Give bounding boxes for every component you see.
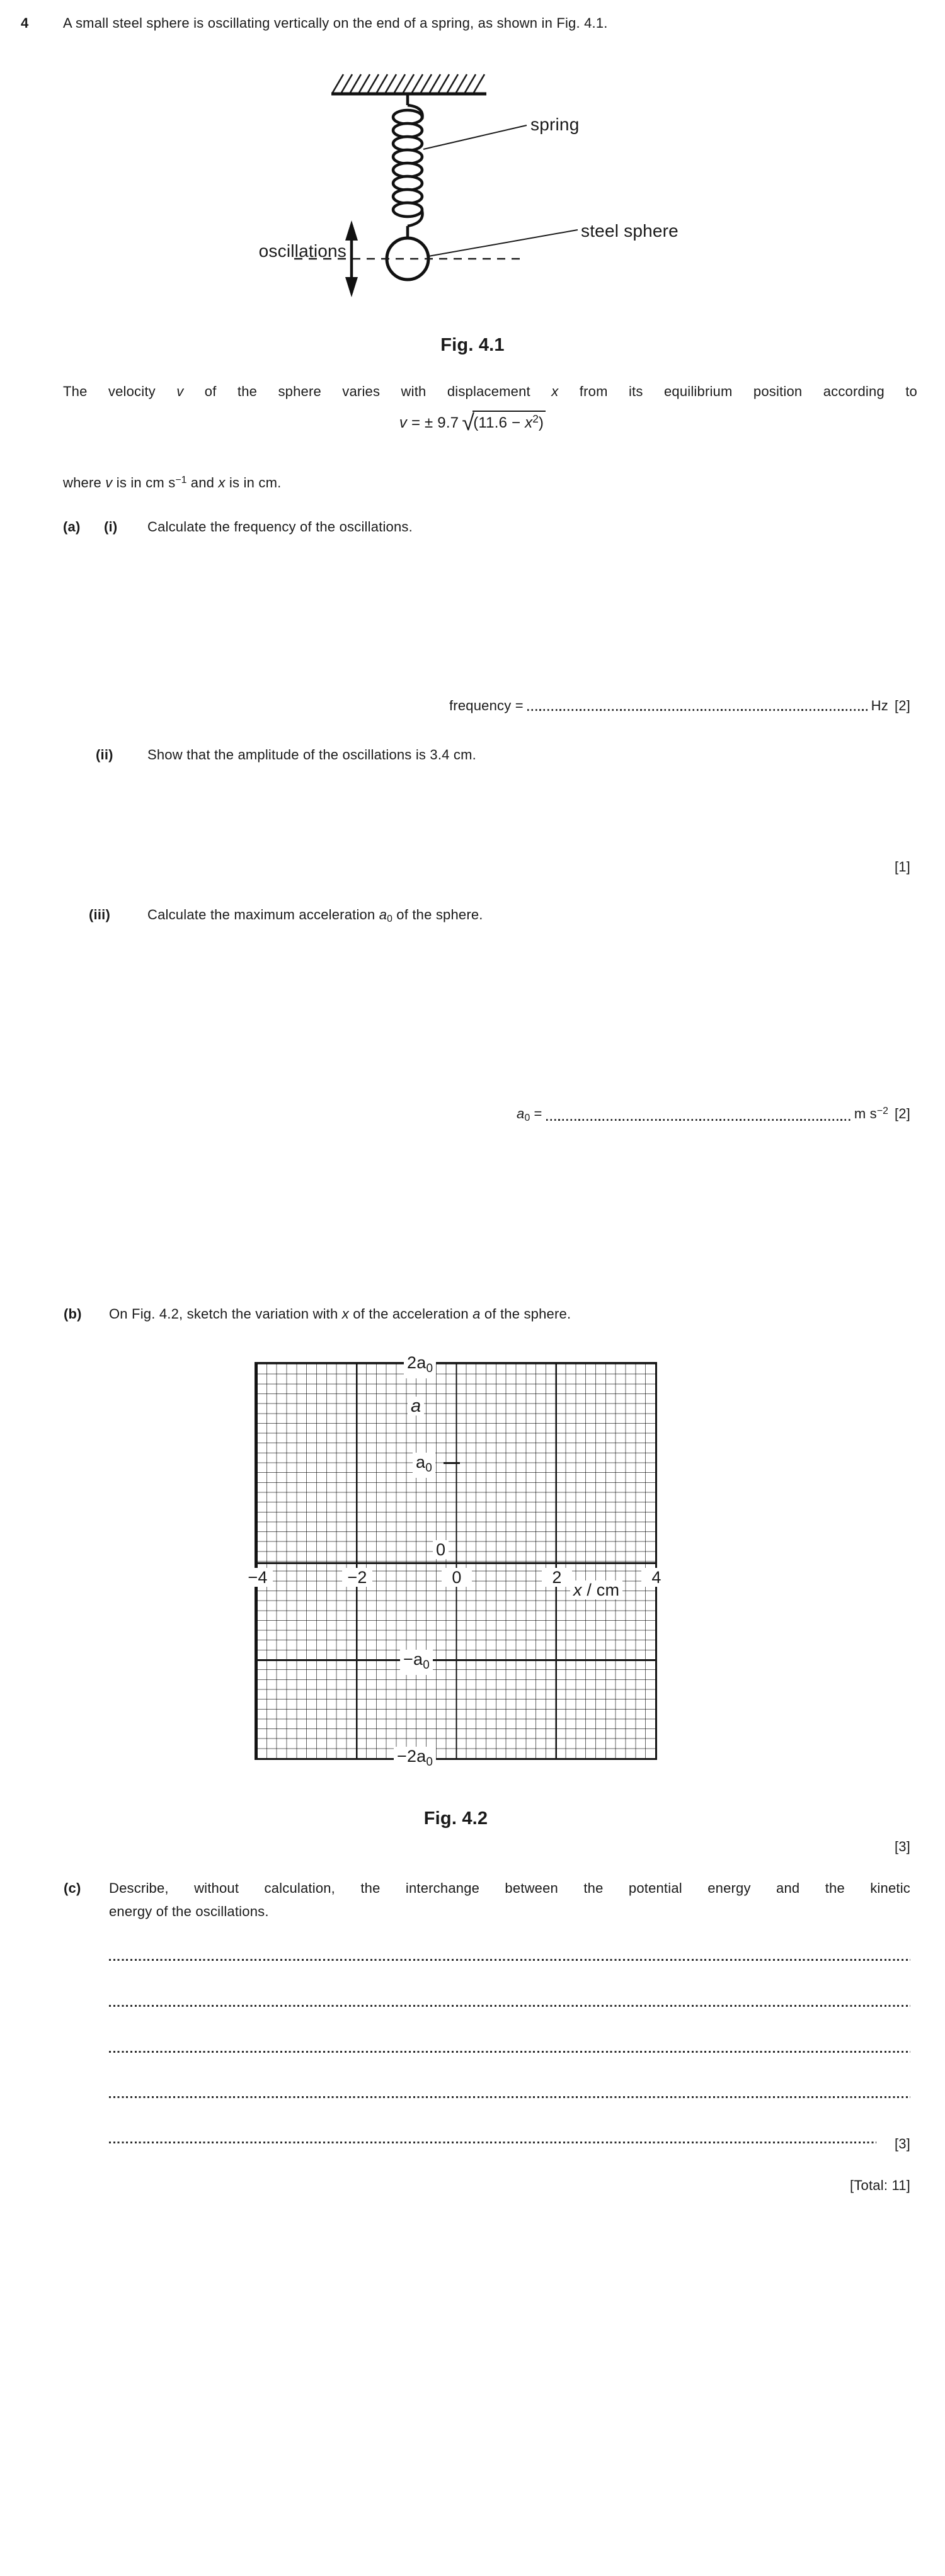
answer-ruled-line[interactable] [109, 1959, 910, 1961]
part-c-label: (c) [64, 1880, 81, 1896]
y-label-a0: $a_0$ [413, 1453, 435, 1478]
y-label-0: 0 [433, 1540, 449, 1559]
mark-c: [3] [894, 2136, 910, 2152]
answer-ruled-line[interactable] [109, 2005, 910, 2007]
answer-ruled-line[interactable] [109, 2142, 876, 2143]
x-axis-line [256, 1562, 655, 1564]
answer-dots[interactable] [546, 1119, 850, 1121]
question-intro: A small steel sphere is oscillating vertically on the end of a spring, as shown in Fig. 4.1. [63, 15, 608, 31]
part-c-text-line1: Describe, without calculation, the interchange between the potential energy and the kinetic [109, 1880, 910, 1896]
mark-b: [3] [894, 1839, 910, 1854]
part-a-ii-label: (ii) [96, 747, 113, 763]
a0-answer-line [517, 1106, 910, 1124]
answer-dots[interactable] [527, 709, 868, 711]
x-label-4: 4 [641, 1568, 672, 1587]
sqrt-radical: √ [462, 409, 475, 435]
question-number: 4 [21, 15, 29, 31]
x-label-2: 2 [542, 1568, 572, 1587]
part-a-label: (a) [63, 519, 81, 535]
frequency-answer-line [449, 698, 910, 714]
y-label-2a0: $2a_0$ [404, 1353, 436, 1378]
y-label-neg-a0: $-a_0$ [400, 1650, 433, 1675]
steel-sphere [387, 238, 428, 280]
x-label-neg4: −4 [243, 1568, 273, 1587]
part-b-label: (b) [64, 1306, 82, 1322]
total-marks: [Total: 11] [850, 2177, 910, 2193]
x-label-neg2: −2 [342, 1568, 372, 1587]
x-label-0: 0 [442, 1568, 472, 1587]
mark-a-iii: [2] [894, 1106, 910, 1122]
part-a-i-label: (i) [104, 519, 118, 535]
part-b-text: On Fig. 4.2, sketch the variation with x of the acceleration a of the sphere. [109, 1306, 571, 1322]
answer-ruled-line[interactable] [109, 2096, 910, 2098]
spring-coil [393, 94, 423, 239]
mark-a-ii: [1] [894, 859, 910, 875]
fig42-sketch-grid[interactable] [248, 1353, 662, 1769]
fig41-diagram [239, 66, 706, 362]
where-clause: where v is in cm $s^{-1}$ and x is in cm. [63, 475, 282, 491]
plus-a0-tick [444, 1462, 460, 1464]
mark-a-i: [2] [894, 698, 910, 713]
sphere-leader-line [428, 230, 578, 256]
part-a-ii-text: Show that the amplitude of the oscillations is 3.4 cm. [147, 747, 476, 763]
spring-leader-line [423, 125, 527, 149]
y-label-neg-2a0: $-2a_0$ [394, 1747, 436, 1772]
ceiling-hatching [333, 74, 484, 93]
x-axis-title: x / cm [570, 1580, 622, 1599]
a0-answer-prefix: $a_0$ = [517, 1106, 542, 1124]
ms2-unit: m $s^{-2}$ [854, 1106, 888, 1122]
velocity-paragraph: The velocity v of the sphere varies with displacement x from its equilibrium position according to [63, 383, 917, 399]
part-a-iii-label: (iii) [89, 907, 110, 922]
part-a-iii-text: Calculate the maximum acceleration $a_0$ of the sphere. [147, 907, 483, 924]
spring-label: spring [530, 115, 580, 134]
oscillations-label: oscillations [258, 241, 346, 261]
part-a-i-text: Calculate the frequency of the oscillations. [147, 519, 413, 535]
frequency-answer-prefix: frequency = [449, 698, 524, 713]
fig42-caption: Fig. 4.2 [423, 1808, 488, 1829]
velocity-equation: v = ± 9.7 $√(11.6 - x^2)$ [0, 409, 945, 436]
part-c-text-line2: energy of the oscillations. [109, 1904, 269, 1919]
steel-sphere-label: steel sphere [581, 221, 679, 241]
hz-unit: Hz [871, 698, 888, 713]
answer-ruled-line[interactable] [109, 2051, 910, 2053]
y-axis-title: a [408, 1397, 424, 1416]
fig41-caption: Fig. 4.1 [440, 335, 505, 355]
minus-a0-gridline [256, 1659, 655, 1661]
